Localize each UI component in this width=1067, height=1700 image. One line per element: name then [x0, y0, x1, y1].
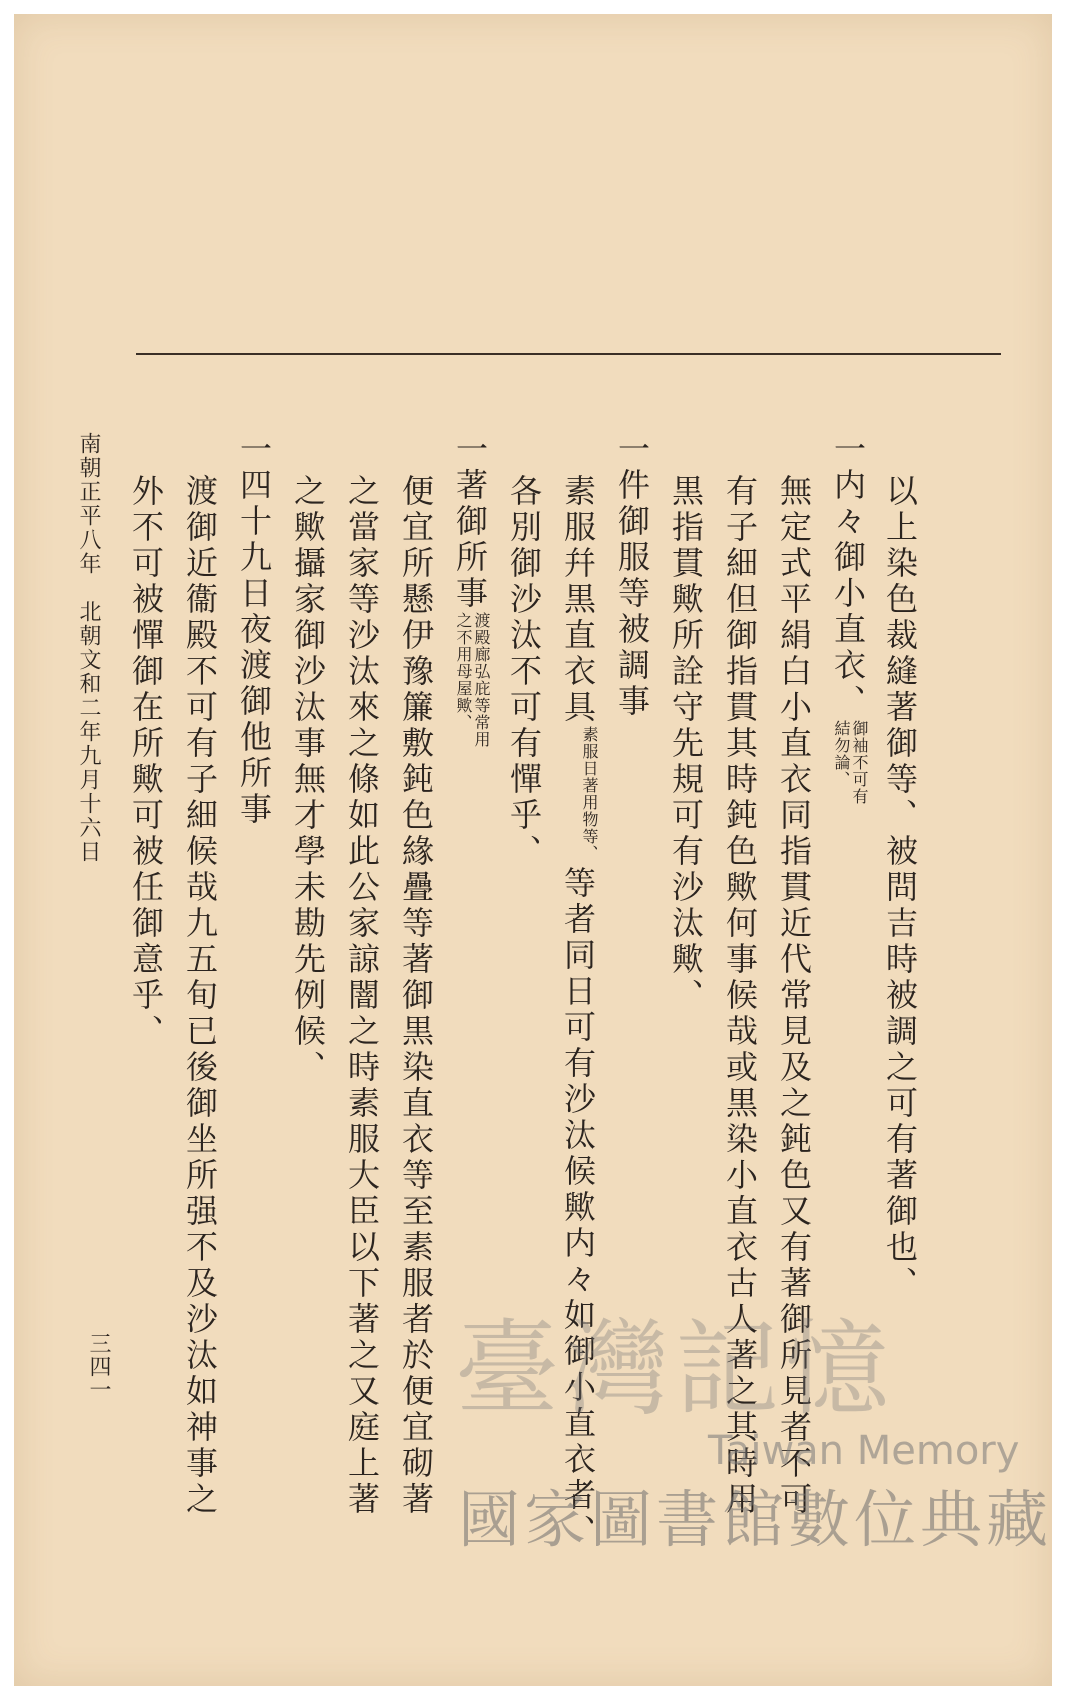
text-column-6: 一件御服等被調事: [613, 432, 651, 720]
interlinear-note: 御袖不可有結勿論、: [832, 720, 869, 805]
column-2-text: 一内々御小直衣、: [829, 432, 867, 720]
text-column-4: 有子細但御指貫其時鈍色歟何事候哉或黒染小直衣古人著之其時用: [721, 474, 759, 1518]
text-column-10: 便宜所懸伊豫簾敷鈍色緣疊等著御黒染直衣等至素服者於便宜砌著: [397, 474, 435, 1518]
interlinear-note: 素服日著用物等、: [580, 726, 599, 862]
watermark-english: Taiwan Memory: [708, 1428, 1020, 1474]
text-column-1: 以上染色裁縫著御等、被問吉時被調之可有著御也、: [881, 474, 919, 1302]
text-column-9: [450, 432, 490, 762]
watermark-chinese: 國家圖書館數位典藏: [458, 1483, 1053, 1556]
text-column-8: 各別御沙汰不可有憚乎、: [505, 474, 543, 870]
text-column-12: 之歟攝家御沙汰事無才學未勘先例候、: [289, 474, 327, 1086]
interlinear-note: 渡殿廊弘庇等常用之不用母屋歟、: [454, 612, 491, 748]
text-column-15: 外不可被憚御在所歟可被任御意乎、: [127, 474, 165, 1050]
text-column-11: 之當家等沙汰來之條如此公家諒闇之時素服大臣以下著之又庭上著: [343, 474, 381, 1518]
page-number: 三四一: [86, 1332, 111, 1401]
watermark-logo-script: 臺灣記憶: [455, 1308, 896, 1430]
column-7-text: 素服幷黒直衣具: [559, 474, 597, 726]
text-column-2: [828, 432, 868, 808]
text-column-14: 渡御近衞殿不可有子細候哉九五旬已後御坐所强不及沙汰如神事之: [181, 474, 219, 1518]
text-column-13: 一四十九日夜渡御他所事: [235, 432, 273, 828]
text-column-5: 黒指貫歟所詮守先規可有沙汰歟、: [667, 474, 705, 1014]
text-column-3: 無定式平絹白小直衣同指貫近代常見及之鈍色又有著御所見者不可: [775, 474, 813, 1518]
column-9-text: 一著御所事: [451, 432, 489, 612]
margin-date: 南朝正平八年 北朝文和二年九月十六日: [76, 432, 101, 864]
horizontal-rule: [136, 353, 1001, 355]
column-7-text-cont: 等者同日可有沙汰候歟内々如御小直衣者、: [559, 866, 597, 1550]
